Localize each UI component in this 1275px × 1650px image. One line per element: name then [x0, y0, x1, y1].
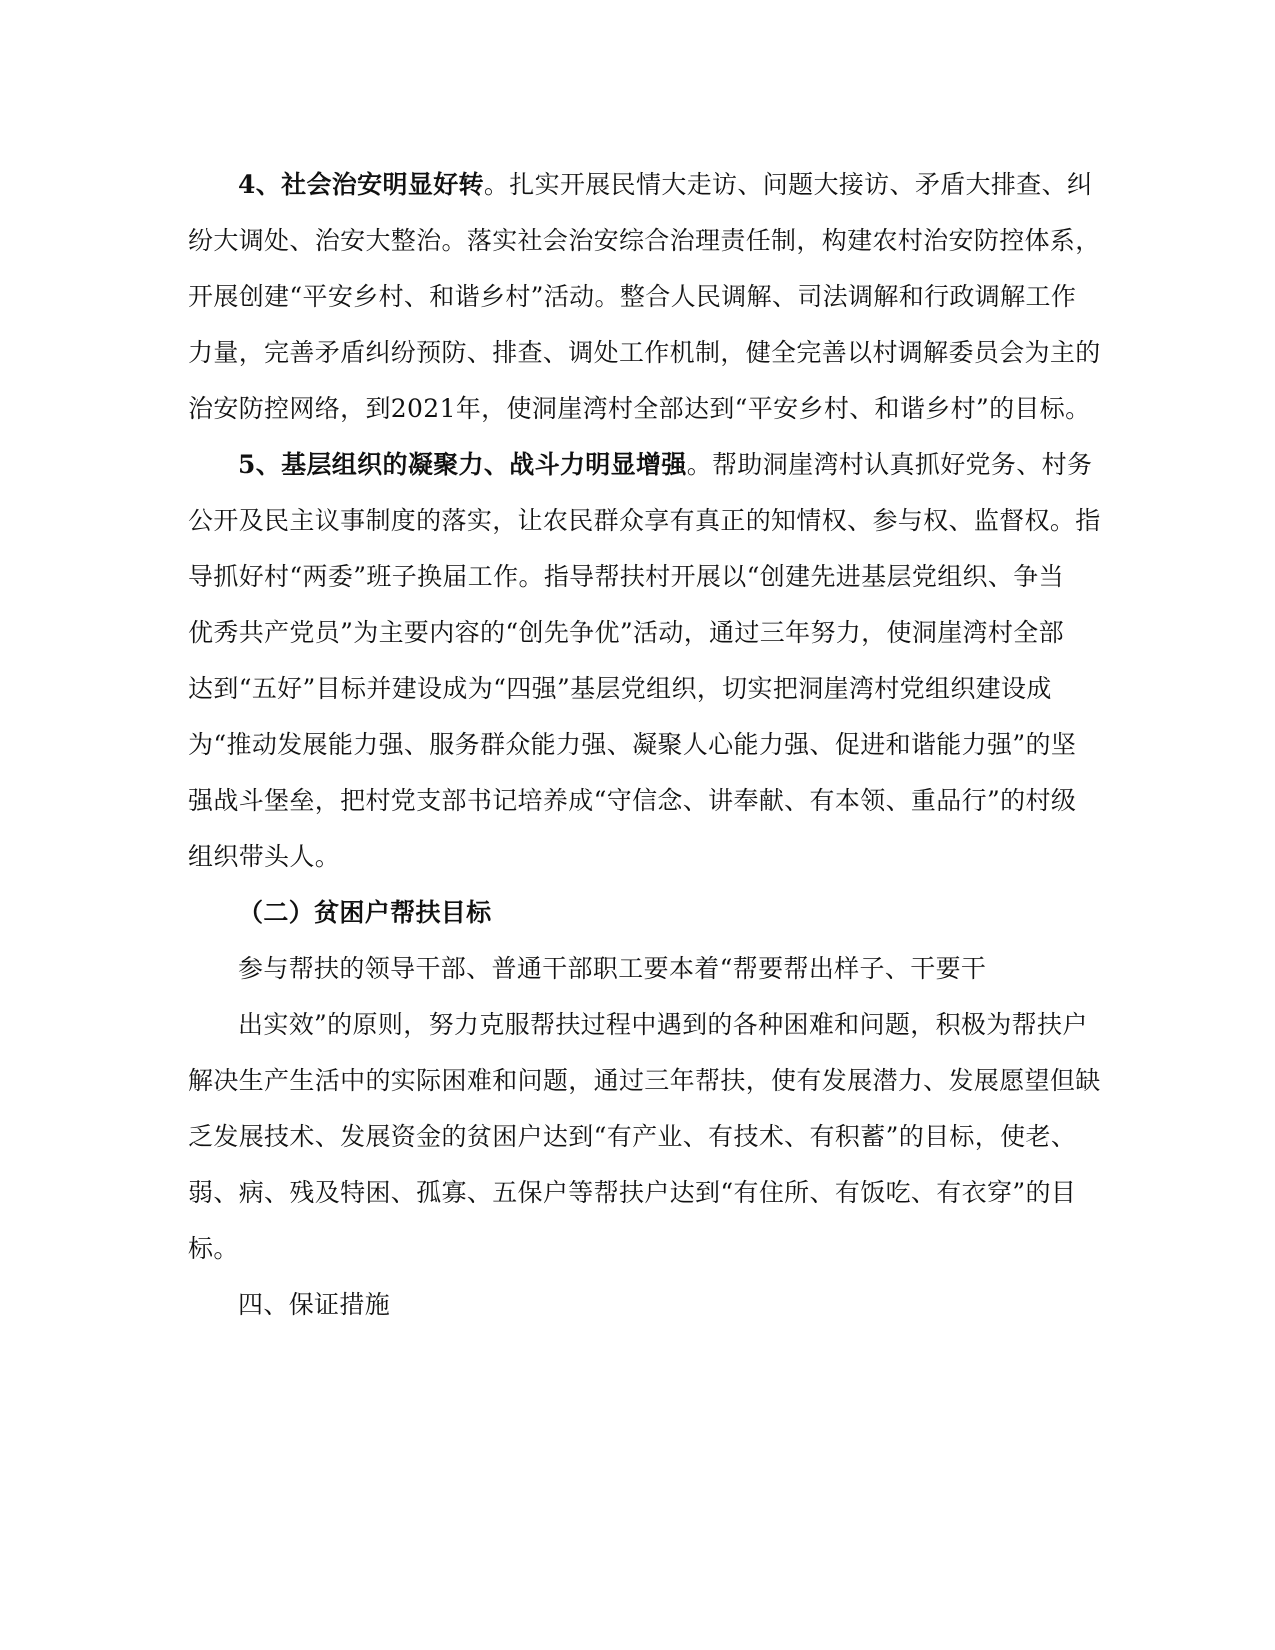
- paragraph-1-title: 4、社会治安明显好转: [238, 170, 484, 199]
- paragraph-2-line-4: 优秀共产党员”为主要内容的“创先争优”活动，通过三年努力，使洞崖湾村全部: [188, 618, 1064, 647]
- paragraph-2-title: 5、基层组织的凝聚力、战斗力明显增强: [238, 450, 687, 479]
- paragraph-3-line-1: 参与帮扶的领导干部、普通干部职工要本着“帮要帮出样子、干要干: [238, 954, 987, 983]
- paragraph-3-line-4: 乏发展技术、发展资金的贫困户达到“有产业、有技术、有积蓄”的目标，使老、: [188, 1122, 1077, 1151]
- paragraph-3-line-5: 弱、病、残及特困、孤寡、五保户等帮扶户达到“有住所、有饭吃、有衣穿”的目: [188, 1178, 1077, 1207]
- section-heading-poor-households: （二）贫困户帮扶目标: [238, 898, 492, 927]
- paragraph-1-line-2: 纷大调处、治安大整治。落实社会治安综合治理责任制，构建农村治安防控体系，: [188, 226, 1101, 255]
- paragraph-2-line-5: 达到“五好”目标并建设成为“四强”基层党组织，切实把洞崖湾村党组织建设成: [188, 674, 1052, 703]
- paragraph-2-line-1: [238, 448, 1138, 482]
- paragraph-1-text: 。扎实开展民情大走访、问题大接访、矛盾大排查、纠: [483, 170, 1093, 199]
- paragraph-2-line-6: 为“推动发展能力强、服务群众能力强、凝聚人心能力强、促进和谐能力强”的坚: [188, 730, 1077, 759]
- paragraph-1-line-5: 治安防控网络，到2021年，使洞崖湾村全部达到“平安乡村、和谐乡村”的目标。: [188, 394, 1091, 423]
- paragraph-1-line-4: 力量，完善矛盾纠纷预防、排查、调处工作机制，健全完善以村调解委员会为主的: [188, 338, 1101, 367]
- paragraph-3-line-2: 出实效”的原则，努力克服帮扶过程中遇到的各种困难和问题，积极为帮扶户: [238, 1010, 1088, 1039]
- paragraph-2-line-3: 导抓好村“两委”班子换届工作。指导帮扶村开展以“创建先进基层党组织、争当: [188, 562, 1064, 591]
- paragraph-2-line-7: 强战斗堡垒，把村党支部书记培养成“守信念、讲奉献、有本领、重品行”的村级: [188, 786, 1077, 815]
- paragraph-2-line-8: 组织带头人。: [188, 842, 341, 871]
- paragraph-1-line-3: 开展创建“平安乡村、和谐乡村”活动。整合人民调解、司法调解和行政调解工作: [188, 282, 1077, 311]
- paragraph-2-text: 。帮助洞崖湾村认真抓好党务、村务: [686, 450, 1093, 479]
- paragraph-2-line-2: 公开及民主议事制度的落实，让农民群众享有真正的知情权、参与权、监督权。指: [188, 506, 1101, 535]
- section-heading-guarantee-measures: 四、保证措施: [238, 1290, 391, 1319]
- paragraph-3-line-3: 解决生产生活中的实际困难和问题，通过三年帮扶，使有发展潜力、发展愿望但缺: [188, 1066, 1101, 1095]
- paragraph-1-line-1: [238, 168, 1138, 202]
- paragraph-3-line-6: 标。: [188, 1234, 239, 1263]
